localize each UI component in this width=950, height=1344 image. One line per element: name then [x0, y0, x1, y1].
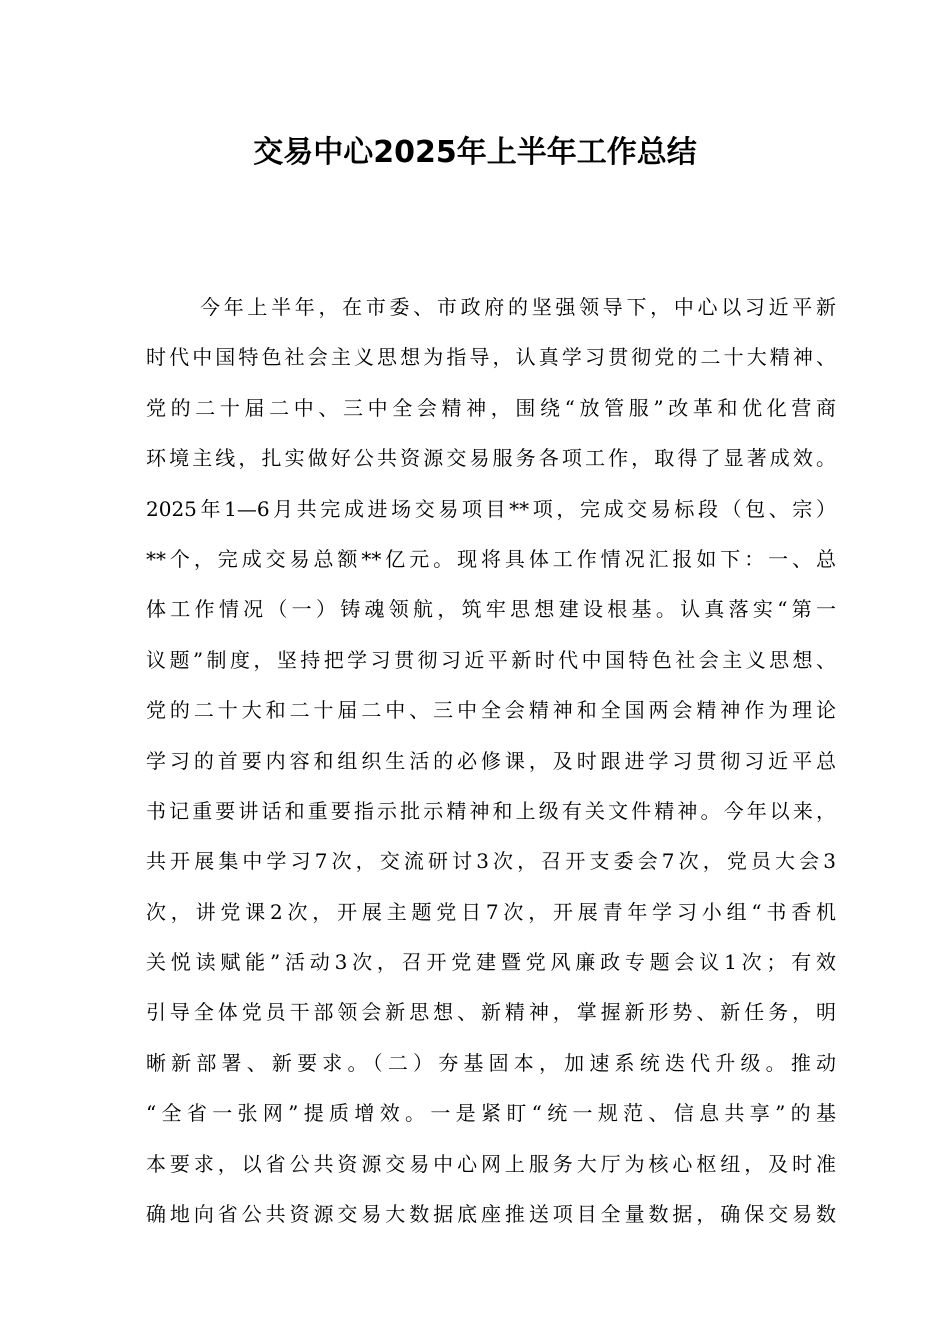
body-line: 次，讲党课2次，开展主题党日7次，开展青年学习小组“书香机: [146, 899, 836, 924]
body-line: 时代中国特色社会主义思想为指导，认真学习贯彻党的二十大精神、: [146, 345, 836, 370]
body-line: 关悦读赋能”活动3次，召开党建暨党风廉政专题会议1次；有效: [146, 950, 836, 975]
body-line: 书记重要讲话和重要指示批示精神和上级有关文件精神。今年以来，: [146, 798, 836, 823]
body-line: 环境主线，扎实做好公共资源交易服务各项工作，取得了显著成效。: [146, 446, 836, 471]
body-line: “全省一张网”提质增效。一是紧盯“统一规范、信息共享”的基: [146, 1101, 836, 1126]
body-line: 确地向省公共资源交易大数据底座推送项目全量数据，确保交易数: [146, 1202, 836, 1227]
body-line: 党的二十届二中、三中全会精神，围绕“放管服”改革和优化营商: [146, 395, 836, 420]
body-line: 共开展集中学习7次，交流研讨3次，召开支委会7次，党员大会3: [146, 849, 836, 874]
body-line: 2025年1—6月共完成进场交易项目**项，完成交易标段（包、宗）: [146, 496, 836, 521]
document-title: 交易中心2025年上半年工作总结: [253, 135, 697, 170]
body-line: 本要求，以省公共资源交易中心网上服务大厅为核心枢纽，及时准: [146, 1151, 836, 1176]
body-line: 学习的首要内容和组织生活的必修课，及时跟进学习贯彻习近平总: [146, 748, 836, 773]
document-body: [146, 282, 836, 1239]
body-line: 体工作情况（一）铸魂领航，筑牢思想建设根基。认真落实“第一: [146, 597, 836, 622]
body-line: 晰新部署、新要求。（二）夯基固本，加速系统迭代升级。推动: [146, 1050, 836, 1075]
body-line: 议题”制度，坚持把学习贯彻习近平新时代中国特色社会主义思想、: [146, 647, 836, 672]
body-line: 引导全体党员干部领会新思想、新精神，掌握新形势、新任务，明: [146, 1000, 836, 1025]
body-line: 今年上半年，在市委、市政府的坚强领导下，中心以习近平新: [200, 295, 836, 319]
body-line: **个，完成交易总额**亿元。现将具体工作情况汇报如下：一、总: [146, 546, 836, 571]
body-line: 党的二十大和二十届二中、三中全会精神和全国两会精神作为理论: [146, 698, 836, 723]
